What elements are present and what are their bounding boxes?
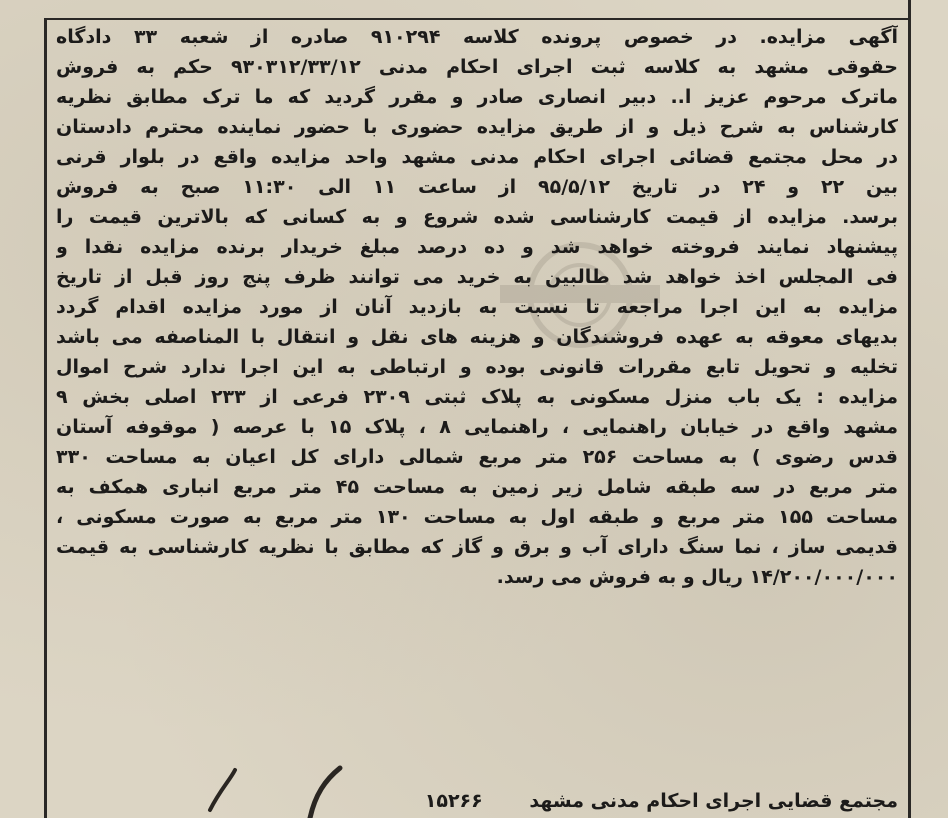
notice-line: قدس رضوی ) به مساحت ۲۵۶ متر مربع شمالی دارای کل اعیان به مساحت ۳۳۰	[56, 446, 898, 468]
notice-line: مزایده به این اجرا مراجعه تا نسبت به بازدید آنان از مورد مزایده اقدام گردد	[56, 296, 898, 318]
frame-right-rule	[908, 0, 911, 818]
notice-code: ۱۵۲۶۶	[424, 790, 483, 812]
issuing-authority: مجتمع قضایی اجرای احکام مدنی مشهد	[529, 790, 898, 812]
notice-line: متر مربع در سه طبقه شامل زیر زمین به مساحت ۴۵ متر مربع انباری همکف به	[56, 476, 898, 498]
notice-line: حقوقی مشهد به کلاسه ثبت اجرای احکام مدنی ۹۳۰۳۱۲/۳۳/۱۲ حکم به فروش	[56, 56, 898, 78]
notice-line: مساحت ۱۵۵ متر مربع و طبقه اول به مساحت ۱۳۰ متر مربع به صورت مسکونی ،	[56, 506, 898, 528]
notice-line: مزایده : یک باب منزل مسکونی به پلاک ثبتی ۲۳۰۹ فرعی از ۲۳۳ اصلی بخش ۹	[56, 386, 898, 408]
notice-line: کارشناس به شرح ذیل و از طریق مزایده حضوری با حضور نماینده محترم دادستان	[56, 116, 898, 138]
notice-line: آگهی مزایده. در خصوص پرونده کلاسه ۹۱۰۲۹۴ صادره از شعبه ۳۳ دادگاه	[56, 26, 898, 48]
notice-line: تخلیه و تحویل تابع مقررات قانونی بوده و ارتباطی به این اجرا ندارد شرح اموال	[56, 356, 898, 378]
frame-left-rule	[44, 18, 47, 818]
notice-line: فی المجلس اخذ خواهد شد طالبین به خرید می توانند ظرف پنج روز قبل از تاریخ	[56, 266, 898, 288]
signature-mark	[190, 760, 350, 818]
notice-line-price: ۱۴/۲۰۰/۰۰۰/۰۰۰ ریال و به فروش می رسد.	[496, 566, 898, 588]
notice-line: ماترک مرحوم عزیز ا.. دبیر انصاری صادر و مقرر گردید که ما ترک مطابق نظریه	[56, 86, 898, 108]
notice-line: بدیهای معوقه به عهده فروشندگان و هزینه های نقل و انتقال با المناصفه می باشد	[56, 326, 898, 348]
notice-line: برسد. مزایده از قیمت کارشناسی شده شروع و به کسانی که بالاترین قیمت را	[56, 206, 898, 228]
notice-line: پیشنهاد نمایند فروخته خواهد شد و ده درصد مبلغ خریدار برنده مزایده نقدا و	[56, 236, 898, 258]
notice-footer	[56, 786, 898, 816]
notice-line: در محل مجتمع قضائی اجرای احکام مدنی مشهد واحد مزایده واقع در بلوار قرنی	[56, 146, 898, 168]
notice-line: قدیمی ساز ، نما سنگ دارای آب و برق و گاز که مطابق با نظریه کارشناسی به قیمت	[56, 536, 898, 558]
notice-line: بین ۲۲ و ۲۴ در تاریخ ۹۵/۵/۱۲ از ساعت ۱۱ الی ۱۱:۳۰ صبح به فروش	[56, 176, 898, 198]
notice-line: مشهد واقع در خیابان راهنمایی ، راهنمایی ۸ ، پلاک ۱۵ با عرصه ( موقوفه آستان	[56, 416, 898, 438]
frame-top-rule	[44, 18, 911, 20]
auction-notice-body	[56, 22, 898, 592]
